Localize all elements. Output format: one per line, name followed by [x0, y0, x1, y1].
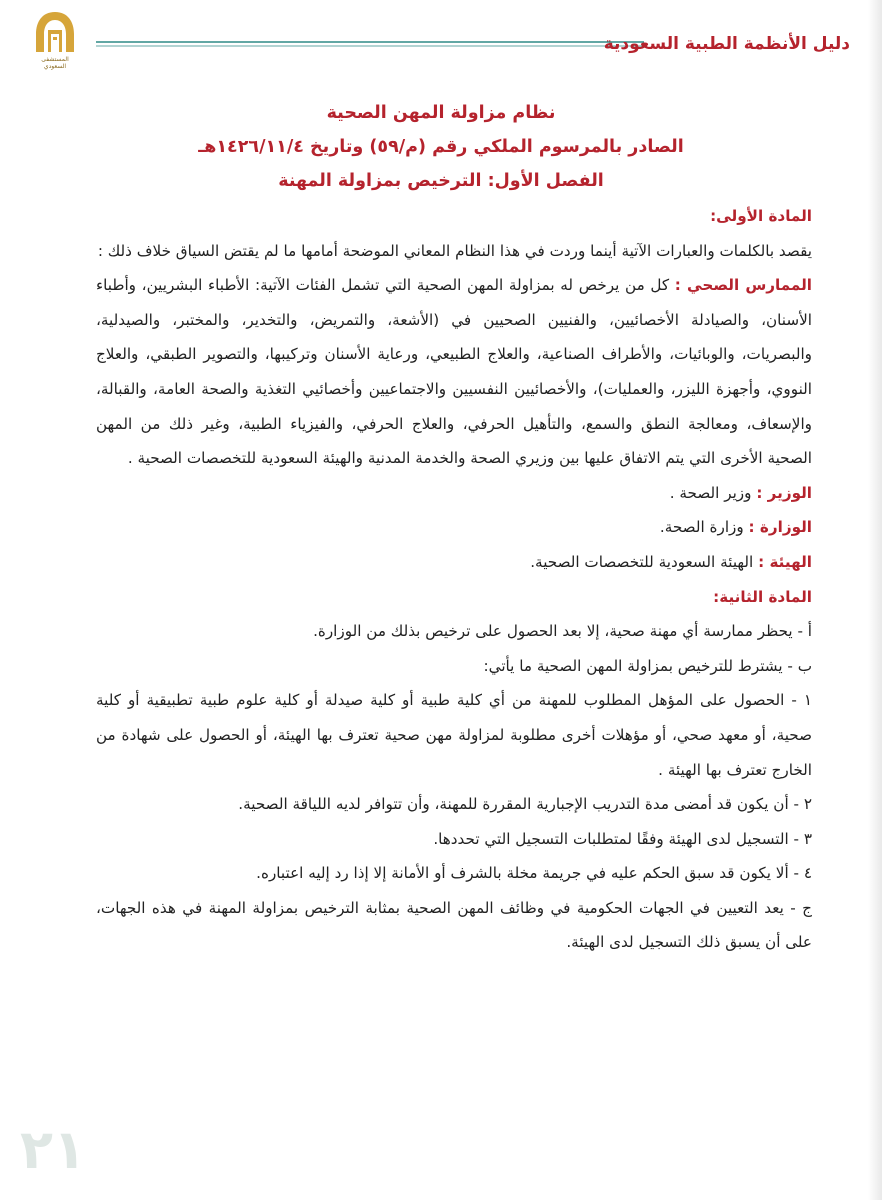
header-title: دليل الأنظمة الطبية السعودية: [603, 34, 850, 54]
def-minister: وزير الصحة .: [669, 483, 752, 502]
term-ministry: الوزارة :: [748, 518, 812, 537]
term-authority: الهيئة :: [758, 552, 812, 571]
article-2-item-2: ٢ - أن يكون قد أمضى مدة التدريب الإجبارية المقررة للمهنة، وأن تتوافر لديه اللياقة الصحية.: [238, 795, 812, 814]
page-number: ٢١: [20, 1118, 86, 1181]
article-2-clause-a: أ - يحظر ممارسة أي مهنة صحية، إلا بعد الحصول على ترخيص بذلك من الوزارة.: [313, 622, 812, 641]
article-2-clause-b: ب - يشترط للترخيص بمزاولة المهن الصحية ما يأتي:: [483, 656, 812, 675]
article-2-clause-c: ج - يعد التعيين في الجهات الحكومية في وظائف المهن الصحية بمثابة الترخيص بمزاولة المهنة في هذه الجهات، على أن يسبق ذلك التسجيل لدى الهيئة.: [96, 898, 812, 952]
law-title: نظام مزاولة المهن الصحية: [326, 103, 556, 123]
article-2-item-1: ١ - الحصول على المؤهل المطلوب للمهنة من أي كلية طبية أو كلية صيدلة أو كلية علوم طبية تطبيقية أو كلية صحية، أو معهد صحي، أو مؤهلات أخرى مطلوبة لمزاولة مهن صحية تعترف بها الهيئة، أو الحصول على شهادة من الخارج تعترف بها الهيئة .: [96, 691, 812, 779]
article-1-heading: المادة الأولى:: [710, 207, 812, 225]
def-ministry: وزارة الصحة.: [659, 518, 744, 537]
definition-practitioner: [96, 268, 812, 476]
document-titles: [0, 96, 882, 198]
article-1-intro: يقصد بالكلمات والعبارات الآتية أينما وردت في هذا النظام المعاني الموضحة أمامها ما لم يقتض السياق خلاف ذلك :: [97, 241, 812, 260]
definition-minister: [96, 476, 812, 511]
definition-ministry: [96, 510, 812, 545]
page-edge-shadow: [868, 0, 882, 1200]
logo-caption: المستشفى السعودي: [41, 56, 69, 70]
chapter-title: الفصل الأول: الترخيص بمزاولة المهنة: [278, 171, 604, 191]
article-2-heading: المادة الثانية:: [713, 587, 812, 606]
def-authority: الهيئة السعودية للتخصصات الصحية.: [530, 552, 754, 571]
hospital-logo: [30, 10, 80, 72]
def-practitioner: كل من يرخص له بمزاولة المهن الصحية التي تشمل الفئات الآتية: الأطباء البشريين، وأطباء الأسنان، والصيادلة الأخصائيين، والفنيين الصحيين في (الأشعة، والتمريض، والتخدير، والمختبر، والصيدلية، والبصريات، والوبائيات، والأطراف الصناعية، والعلاج الطبيعي، ورعاية الأسنان وتركيبها، والتصوير الطبقي، والعلاج النووي، وأجهزة الليزر، والعمليات)، والأخصائيين النفسيين والاجتماعيين وأخصائيي التغذية والصحة العامة، والقبالة، والإسعاف، ومعالجة النطق والسمع، والتأهيل الحرفي، والعلاج الحرفي، والفيزياء الطبية، وغير ذلك من المهن الصحية الأخرى التي يتم الاتفاق عليها بين وزيري الصحة والخدمة المدنية والهيئة السعودية للتخصصات الصحية .: [96, 276, 812, 468]
term-practitioner: الممارس الصحي :: [674, 276, 813, 295]
definition-authority: [96, 545, 812, 580]
article-2-item-3: ٣ - التسجيل لدى الهيئة وفقًا لمتطلبات التسجيل التي تحددها.: [433, 829, 812, 848]
document-body: [96, 199, 812, 960]
decree-title: الصادر بالمرسوم الملكي رقم (م/٥٩) وتاريخ ١٤٢٦/١١/٤هـ: [198, 137, 684, 157]
logo-icon: [30, 10, 80, 56]
header-divider: [96, 40, 644, 50]
article-2-item-4: ٤ - ألا يكون قد سبق الحكم عليه في جريمة مخلة بالشرف أو الأمانة إلا إذا رد إليه اعتباره.: [256, 864, 812, 883]
term-minister: الوزير :: [756, 483, 812, 502]
